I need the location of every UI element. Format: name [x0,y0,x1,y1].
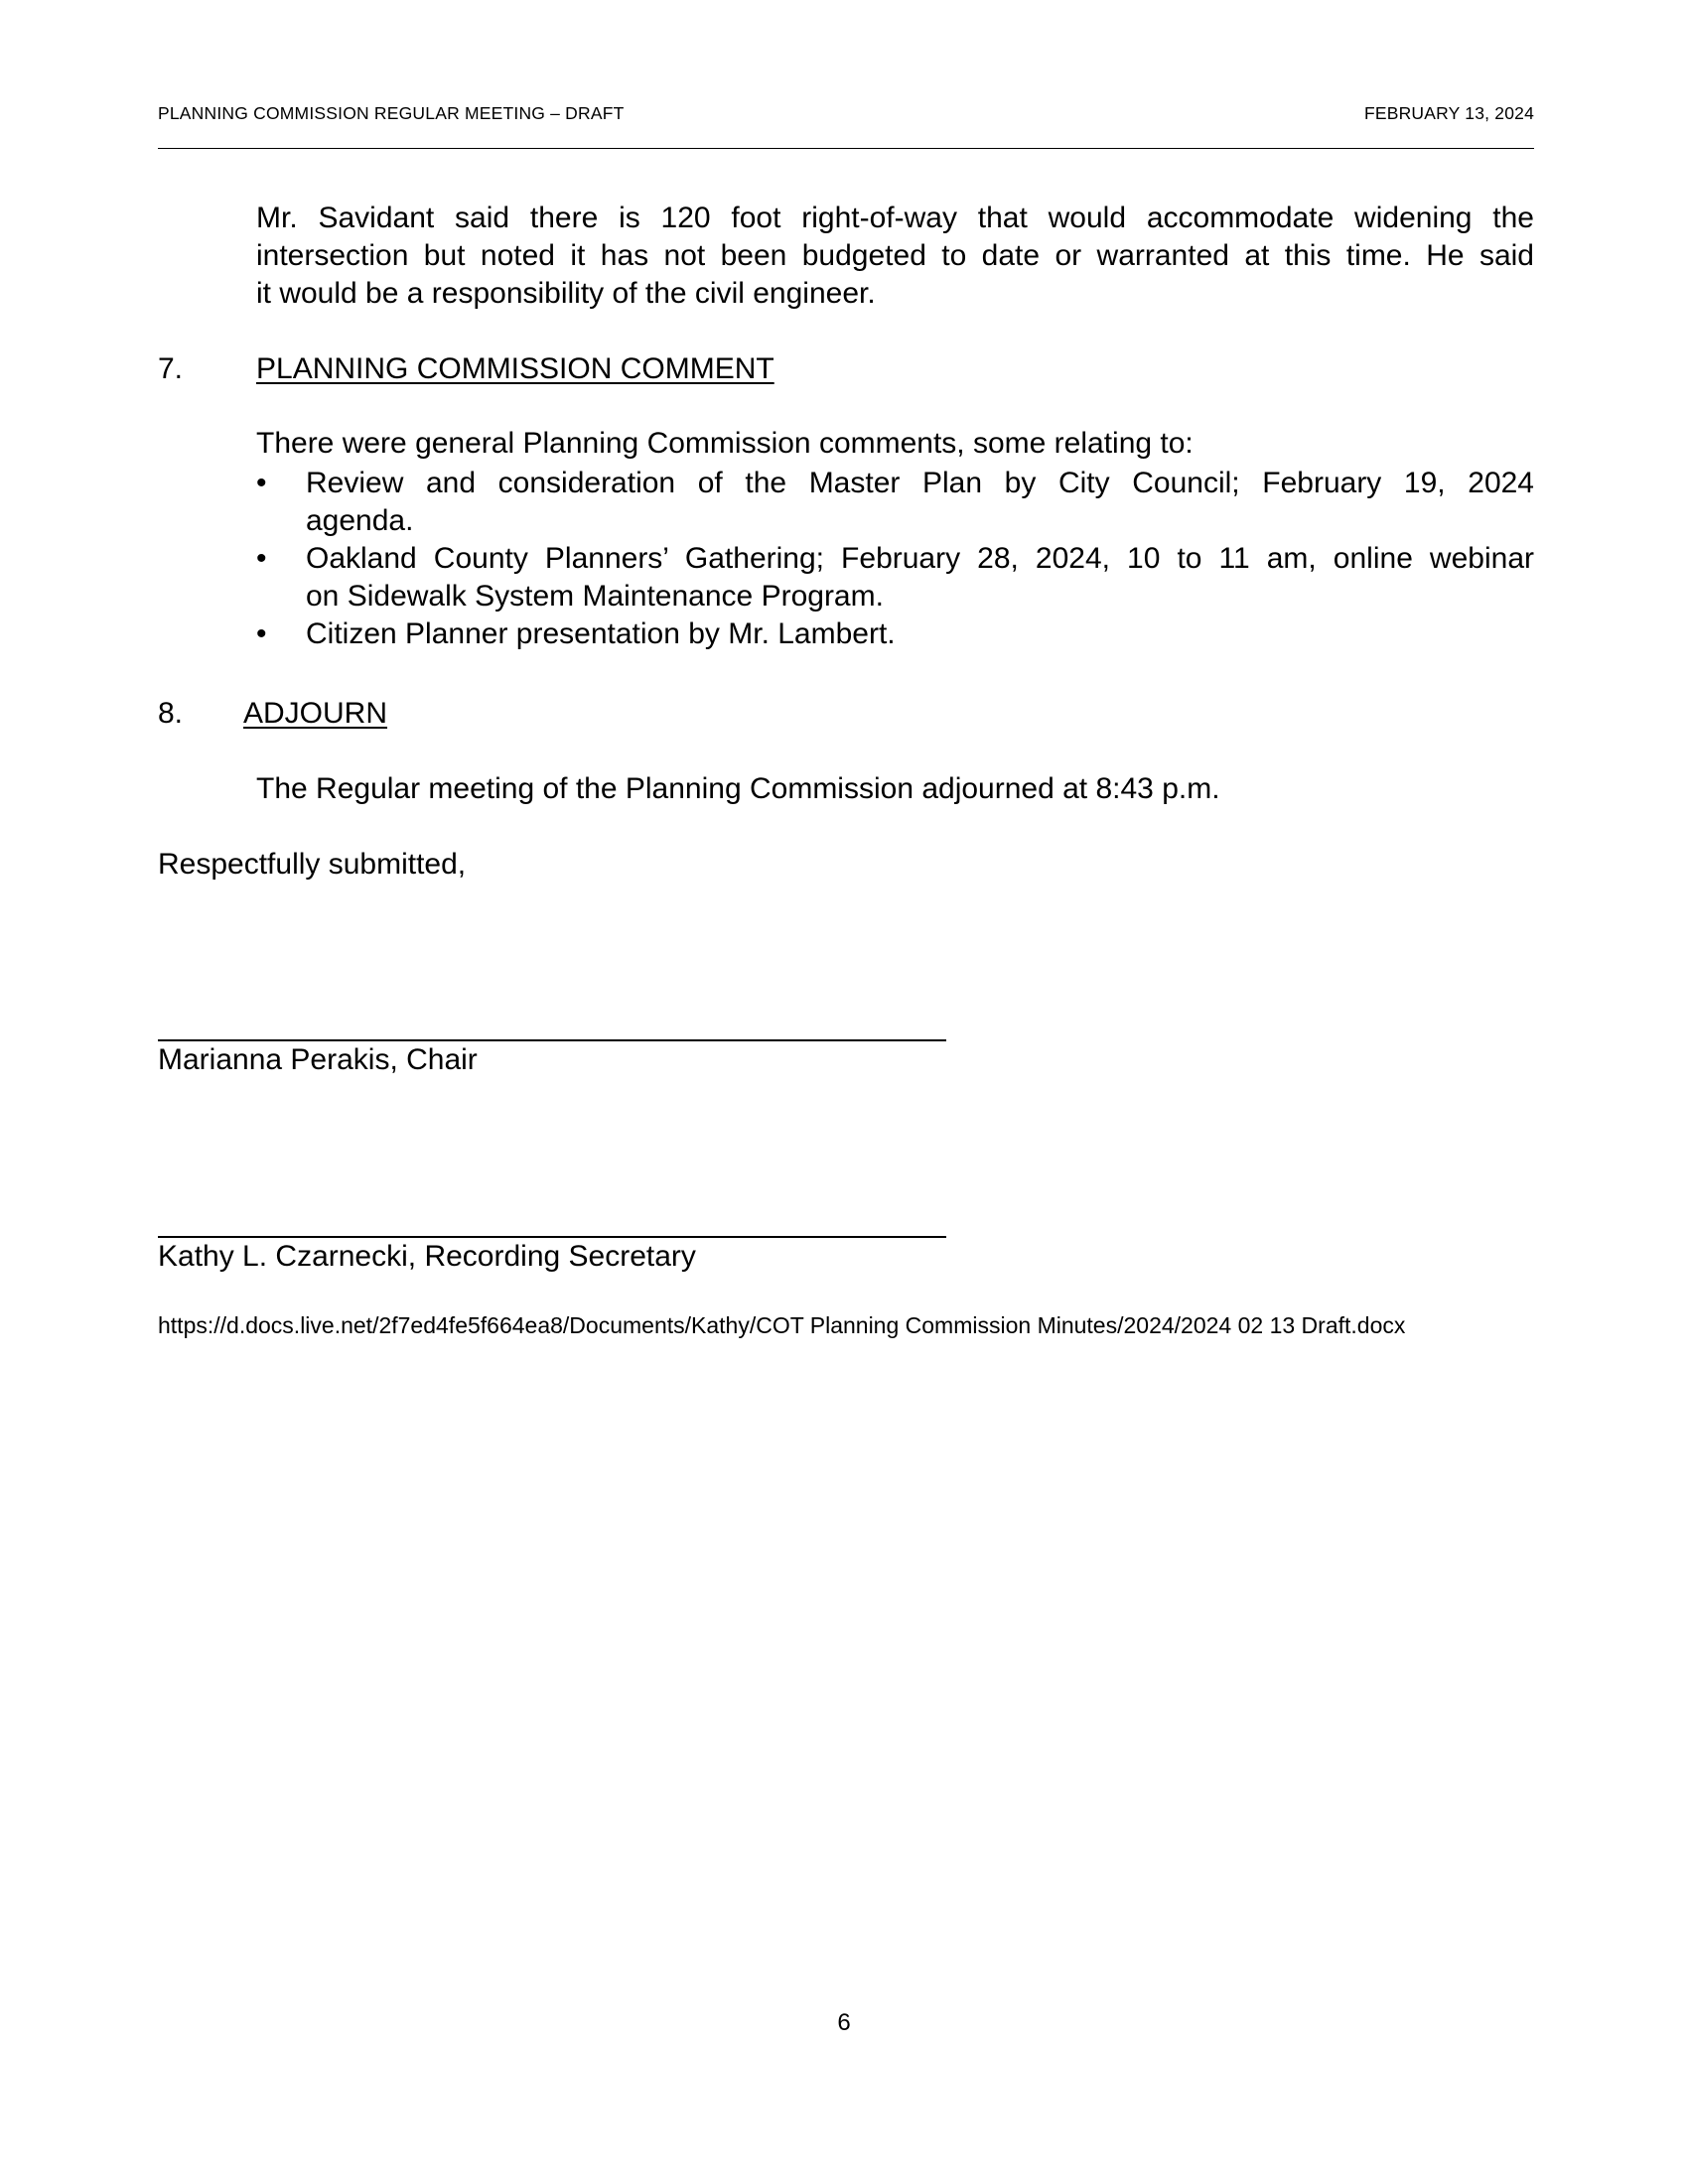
section-8-number: 8. [158,697,184,730]
intro-line-2: intersection but noted it has not been budgeted to date or warranted at this time. He said [256,239,1534,272]
file-path: https://d.docs.live.net/2f7ed4fe5f664ea8/Documents/Kathy/COT Planning Commission Minutes/2024/2024 02 13 Draft.docx [158,1312,1406,1338]
intro-paragraph [256,200,1534,313]
header-date: FEBRUARY 13, 2024 [1363,103,1534,123]
section-7-number: 7. [158,352,184,385]
list-item [256,465,1534,540]
bullet-2-line-1: Oakland County Planners’ Gathering; February 28, 2024, 10 to 11 am, online webinar [306,542,1534,575]
bullet-icon: • [256,542,267,575]
bullet-1-line-2: agenda. [306,504,414,537]
closing-text: Respectfully submitted, [158,848,467,881]
bullet-1-line-1: Review and consideration of the Master Plan by City Council; February 19, 2024 [306,467,1534,499]
signature-name-secretary: Kathy L. Czarnecki, Recording Secretary [158,1240,696,1273]
header-divider [158,148,1534,149]
bullet-2-line-2: on Sidewalk System Maintenance Program. [306,580,884,613]
comments-intro: There were general Planning Commission comments, some relating to: [256,427,1194,460]
intro-line-3: it would be a responsibility of the civil engineer. [256,277,876,310]
bullet-3-line-1: Citizen Planner presentation by Mr. Lambert. [306,617,896,650]
list-item [256,615,1534,653]
bullet-icon: • [256,617,267,650]
intro-line-1: Mr. Savidant said there is 120 foot right-of-way that would accommodate widening the [256,202,1534,234]
header-title: PLANNING COMMISSION REGULAR MEETING – DRAFT [158,103,625,123]
bullet-icon: • [256,467,267,499]
section-8-title: ADJOURN [243,697,388,730]
list-item [256,540,1534,615]
comments-list [256,465,1534,653]
adjourn-text: The Regular meeting of the Planning Commission adjourned at 8:43 p.m. [256,772,1220,805]
signature-name-chair: Marianna Perakis, Chair [158,1043,478,1076]
section-7-title: PLANNING COMMISSION COMMENT [256,352,774,385]
page-number: 6 [837,2009,851,2036]
